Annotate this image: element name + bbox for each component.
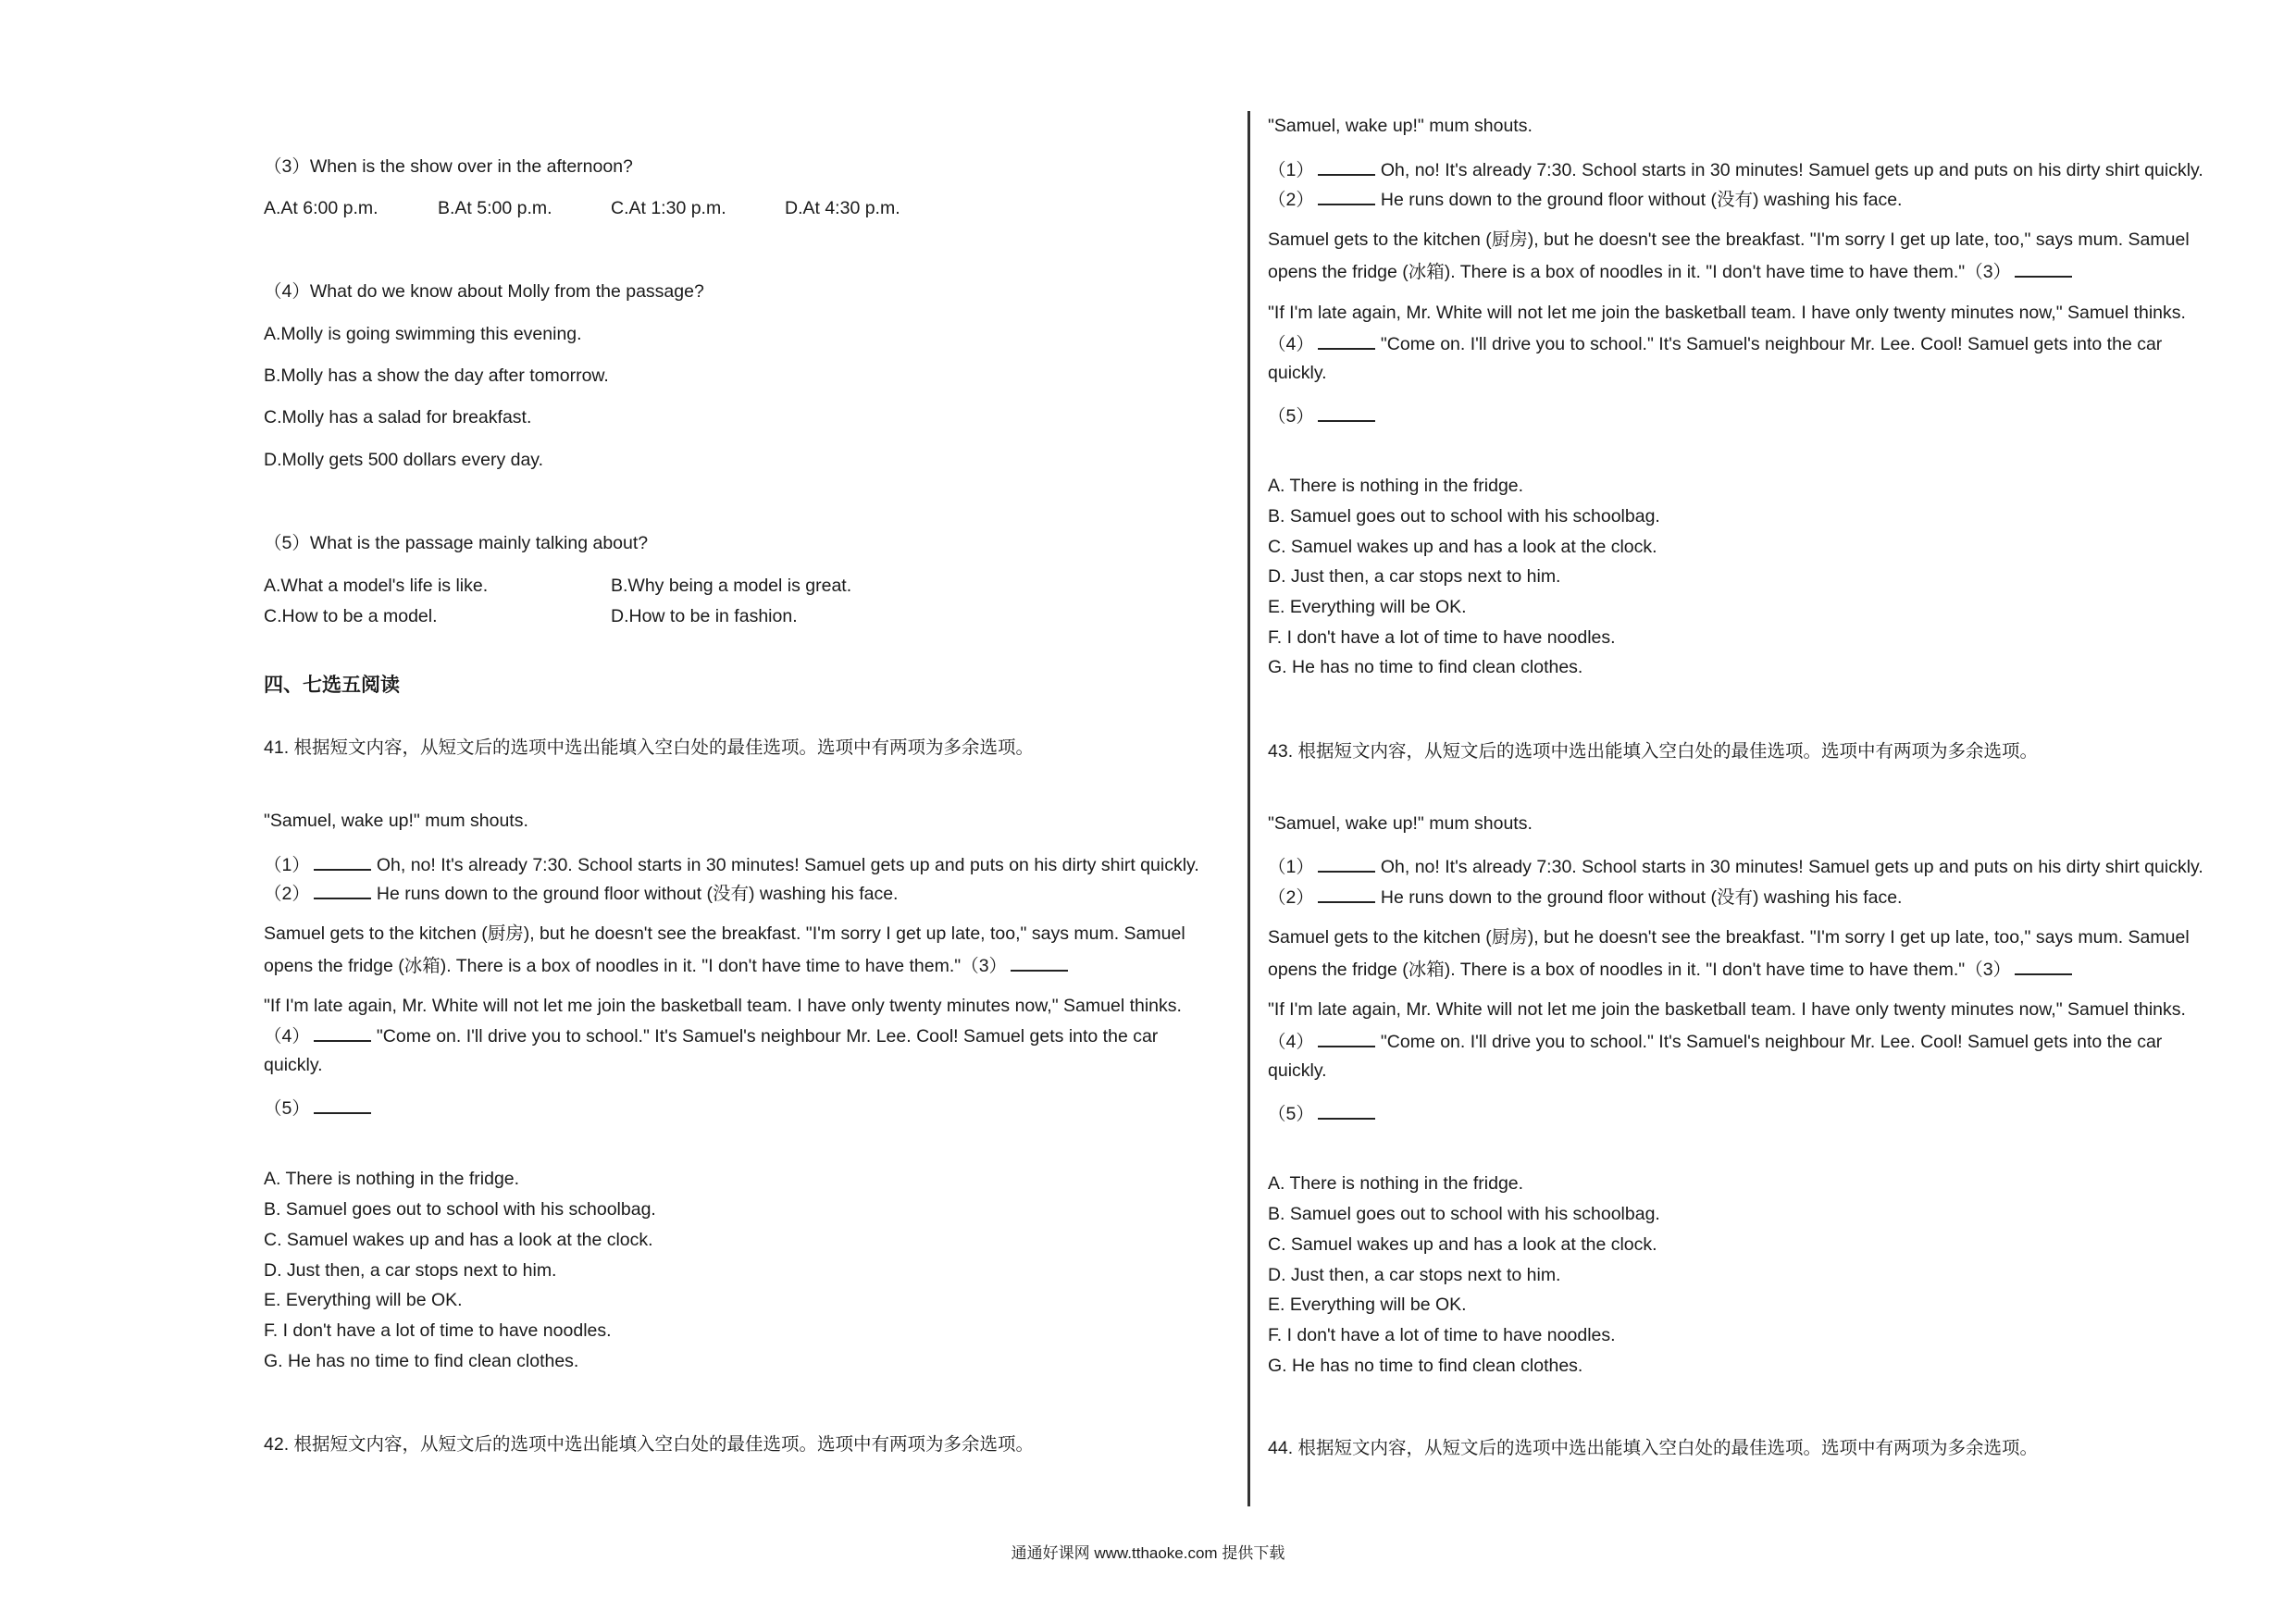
q41-line-2: （1） Oh, no! It's already 7:30. School starts in 30 minutes! Samuel gets up and puts on his dirty shirt quickly. bbox=[264, 852, 1199, 876]
q41-line-4: Samuel gets to the kitchen (厨房), but he doesn't see the breakfast. "I'm sorry I get up late, too," says mum. Samuel bbox=[264, 923, 1185, 944]
answer-blank bbox=[1318, 331, 1375, 350]
q4-option-d: D.Molly gets 500 dollars every day. bbox=[264, 450, 544, 470]
page-footer: 通通好课网 www.tthaoke.com 提供下载 bbox=[1011, 1544, 1285, 1562]
answer-blank bbox=[314, 1023, 371, 1042]
answer-blank bbox=[314, 852, 371, 871]
q5-option-b: B.Why being a model is great. bbox=[611, 576, 852, 596]
q41-option-a: A. There is nothing in the fridge. bbox=[264, 1169, 520, 1189]
top-line-9: （5） bbox=[1268, 403, 1381, 427]
q43-line-9: （5） bbox=[1268, 1101, 1381, 1125]
top-line-3: （2） He runs down to the ground floor without (没有) washing his face. bbox=[1268, 187, 1902, 211]
q41-line-1: "Samuel, wake up!" mum shouts. bbox=[264, 811, 528, 831]
q41-option-g: G. He has no time to find clean clothes. bbox=[264, 1351, 579, 1371]
q43-line-4: Samuel gets to the kitchen (厨房), but he doesn't see the breakfast. "I'm sorry I get up late, too," says mum. Samuel bbox=[1268, 927, 2190, 948]
q41-option-d: D. Just then, a car stops next to him. bbox=[264, 1260, 557, 1281]
q41-line-7: （4） "Come on. I'll drive you to school." It's Samuel's neighbour Mr. Lee. Cool! Samuel gets into the car bbox=[264, 1023, 1158, 1047]
answer-blank bbox=[1318, 854, 1375, 873]
top-option-e: E. Everything will be OK. bbox=[1268, 597, 1467, 617]
q5-option-d: D.How to be in fashion. bbox=[611, 606, 798, 626]
q43-line-8: quickly. bbox=[1268, 1060, 1327, 1081]
q41-stem: 41. 根据短文内容，从短文后的选项中选出能填入空白处的最佳选项。选项中有两项为多余选项。 bbox=[264, 737, 1035, 758]
answer-blank bbox=[314, 1096, 371, 1114]
q3-option-a: A.At 6:00 p.m. bbox=[264, 198, 379, 218]
q43-line-2: （1） Oh, no! It's already 7:30. School starts in 30 minutes! Samuel gets up and puts on his dirty shirt quickly. bbox=[1268, 854, 2203, 878]
q41-option-f: F. I don't have a lot of time to have noodles. bbox=[264, 1320, 612, 1341]
answer-blank bbox=[1318, 157, 1375, 176]
top-line-4: Samuel gets to the kitchen (厨房), but he doesn't see the breakfast. "I'm sorry I get up late, too," says mum. Samuel bbox=[1268, 229, 2190, 250]
q43-option-e: E. Everything will be OK. bbox=[1268, 1295, 1467, 1315]
top-line-1: "Samuel, wake up!" mum shouts. bbox=[1268, 116, 1533, 136]
top-option-c: C. Samuel wakes up and has a look at the clock. bbox=[1268, 537, 1657, 557]
q41-option-e: E. Everything will be OK. bbox=[264, 1290, 463, 1310]
q44-stem: 44. 根据短文内容，从短文后的选项中选出能填入空白处的最佳选项。选项中有两项为多余选项。 bbox=[1268, 1438, 2039, 1458]
q4-option-a: A.Molly is going swimming this evening. bbox=[264, 324, 582, 344]
q4-option-b: B.Molly has a show the day after tomorrow. bbox=[264, 365, 609, 386]
top-line-6: "If I'm late again, Mr. White will not let me join the basketball team. I have only twenty minutes now," Samuel thinks. bbox=[1268, 303, 2186, 323]
q41-option-b: B. Samuel goes out to school with his schoolbag. bbox=[264, 1199, 656, 1220]
answer-blank bbox=[314, 881, 371, 899]
top-line-7: （4） "Come on. I'll drive you to school." It's Samuel's neighbour Mr. Lee. Cool! Samuel gets into the car bbox=[1268, 331, 2162, 355]
q43-option-d: D. Just then, a car stops next to him. bbox=[1268, 1265, 1561, 1285]
q5-option-c: C.How to be a model. bbox=[264, 606, 438, 626]
q43-line-7: （4） "Come on. I'll drive you to school." It's Samuel's neighbour Mr. Lee. Cool! Samuel gets into the car bbox=[1268, 1029, 2162, 1053]
answer-blank bbox=[2015, 957, 2072, 975]
q43-line-1: "Samuel, wake up!" mum shouts. bbox=[1268, 813, 1533, 834]
answer-blank bbox=[1318, 187, 1375, 205]
answer-blank bbox=[1318, 403, 1375, 422]
top-option-f: F. I don't have a lot of time to have noodles. bbox=[1268, 627, 1616, 648]
q43-option-b: B. Samuel goes out to school with his schoolbag. bbox=[1268, 1204, 1660, 1224]
q41-line-3: （2） He runs down to the ground floor without (没有) washing his face. bbox=[264, 881, 898, 905]
q43-option-a: A. There is nothing in the fridge. bbox=[1268, 1173, 1524, 1194]
top-line-5: opens the fridge (冰箱). There is a box of noodles in it. "I don't have time to have them."（3） bbox=[1268, 259, 2078, 283]
q43-line-5: opens the fridge (冰箱). There is a box of noodles in it. "I don't have time to have them."（3） bbox=[1268, 957, 2078, 981]
q43-option-g: G. He has no time to find clean clothes. bbox=[1268, 1356, 1583, 1376]
top-line-2: （1） Oh, no! It's already 7:30. School starts in 30 minutes! Samuel gets up and puts on his dirty shirt quickly. bbox=[1268, 157, 2203, 181]
answer-blank bbox=[1318, 1029, 1375, 1047]
q3-option-d: D.At 4:30 p.m. bbox=[785, 198, 900, 218]
top-option-b: B. Samuel goes out to school with his schoolbag. bbox=[1268, 506, 1660, 527]
top-line-8: quickly. bbox=[1268, 363, 1327, 383]
q5-option-a: A.What a model's life is like. bbox=[264, 576, 489, 596]
q5-question: （5）What is the passage mainly talking about? bbox=[264, 533, 649, 553]
q4-question: （4）What do we know about Molly from the passage? bbox=[264, 281, 704, 302]
q43-line-6: "If I'm late again, Mr. White will not let me join the basketball team. I have only twenty minutes now," Samuel thinks. bbox=[1268, 999, 2186, 1020]
answer-blank bbox=[1318, 885, 1375, 903]
q43-option-f: F. I don't have a lot of time to have noodles. bbox=[1268, 1325, 1616, 1345]
q41-line-9: （5） bbox=[264, 1096, 377, 1120]
q41-option-c: C. Samuel wakes up and has a look at the clock. bbox=[264, 1230, 653, 1250]
q43-line-3: （2） He runs down to the ground floor without (没有) washing his face. bbox=[1268, 885, 1902, 909]
q3-option-c: C.At 1:30 p.m. bbox=[611, 198, 726, 218]
q41-line-5: opens the fridge (冰箱). There is a box of noodles in it. "I don't have time to have them."（3） bbox=[264, 953, 1074, 977]
q43-option-c: C. Samuel wakes up and has a look at the clock. bbox=[1268, 1234, 1657, 1255]
q3-question: （3）When is the show over in the afternoon? bbox=[264, 156, 633, 177]
answer-blank bbox=[1318, 1101, 1375, 1120]
top-option-d: D. Just then, a car stops next to him. bbox=[1268, 566, 1561, 587]
section-heading: 四、七选五阅读 bbox=[264, 675, 400, 696]
q42-stem: 42. 根据短文内容，从短文后的选项中选出能填入空白处的最佳选项。选项中有两项为多余选项。 bbox=[264, 1434, 1035, 1455]
q43-stem: 43. 根据短文内容，从短文后的选项中选出能填入空白处的最佳选项。选项中有两项为多余选项。 bbox=[1268, 741, 2039, 762]
top-option-a: A. There is nothing in the fridge. bbox=[1268, 476, 1524, 496]
q3-option-b: B.At 5:00 p.m. bbox=[438, 198, 552, 218]
answer-blank bbox=[1011, 953, 1068, 972]
q41-line-8: quickly. bbox=[264, 1055, 323, 1075]
column-divider bbox=[1247, 111, 1250, 1506]
answer-blank bbox=[2015, 259, 2072, 278]
top-option-g: G. He has no time to find clean clothes. bbox=[1268, 657, 1583, 677]
q41-line-6: "If I'm late again, Mr. White will not let me join the basketball team. I have only twenty minutes now," Samuel thinks. bbox=[264, 996, 1182, 1016]
q4-option-c: C.Molly has a salad for breakfast. bbox=[264, 407, 532, 427]
